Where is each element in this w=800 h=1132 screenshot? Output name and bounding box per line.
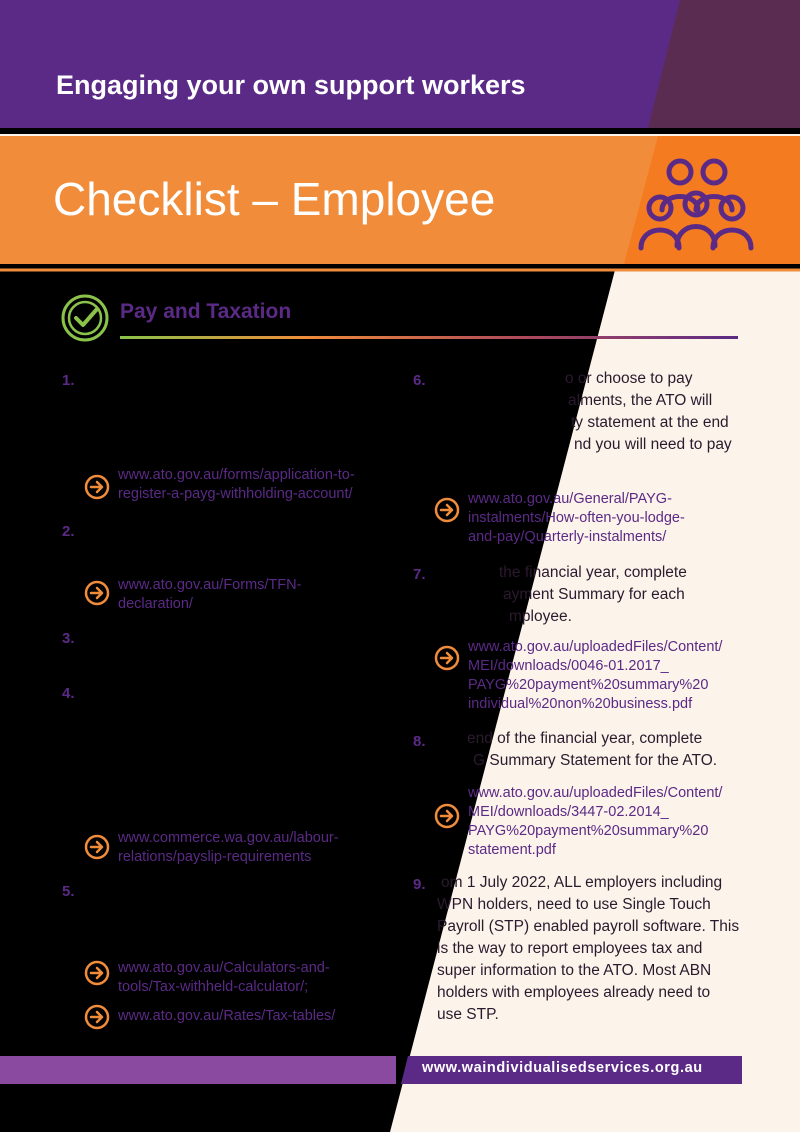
- item-6-number: 6.: [413, 372, 426, 389]
- link-payg-payment-summary-individual[interactable]: www.ato.gov.au/uploadedFiles/Content/ MEI/downloads/0046-01.2017_ PAYG%20payment%20summary%20 individual%20non%20business.pdf: [468, 639, 723, 712]
- item-5-number: 5.: [62, 883, 75, 900]
- header-title: Engaging your own support workers: [56, 70, 526, 100]
- footer-website-link[interactable]: www.waindividualisedservices.org.au: [422, 1060, 703, 1076]
- item-7-number: 7.: [413, 566, 426, 583]
- arrow-circle-right-icon: [84, 960, 110, 986]
- item-8-number: 8.: [413, 733, 426, 750]
- people-group-icon: [628, 150, 764, 262]
- link-tfn-declaration[interactable]: www.ato.gov.au/Forms/TFN- declaration/: [118, 577, 302, 612]
- section-underline: [120, 336, 738, 339]
- item-8-text: end of the financial year, complete G Summary Statement for the ATO.: [467, 730, 718, 769]
- item-4-number: 4.: [62, 685, 75, 702]
- item-9-text: om 1 July 2022, ALL employers including WPN holders, need to use Single Touch Payroll (STP) enabled payroll software. This is the way to report employees tax and super information to the ATO. Most ABN holders with employees already need to use STP.: [437, 874, 740, 1023]
- arrow-circle-right-icon: [434, 645, 460, 671]
- arrow-circle-right-icon: [84, 834, 110, 860]
- section-title: Pay and Taxation: [120, 300, 292, 323]
- arrow-circle-right-icon: [84, 474, 110, 500]
- item-7-text: the financial year, complete ayment Summary for each mployee.: [499, 564, 687, 625]
- checklist-title: Checklist – Employee: [53, 173, 496, 225]
- item-6-text: o or choose to pay alments, the ATO will ty statement at the end nd you will need to pay: [565, 370, 732, 453]
- arrow-circle-right-icon: [434, 803, 460, 829]
- link-payslip-requirements[interactable]: www.commerce.wa.gov.au/labour- relations/payslip-requirements: [118, 830, 339, 865]
- link-tax-withheld-calculator[interactable]: www.ato.gov.au/Calculators-and- tools/Tax-withheld-calculator/;: [118, 960, 330, 995]
- item-3-number: 3.: [62, 630, 75, 647]
- item-2-number: 2.: [62, 523, 75, 540]
- item-1-number: 1.: [62, 372, 75, 389]
- link-payg-withholding[interactable]: www.ato.gov.au/forms/application-to- register-a-payg-withholding-account/: [118, 467, 355, 502]
- link-payg-instalments[interactable]: www.ato.gov.au/General/PAYG- instalments/How-often-you-lodge- and-pay/Quarterly-instalments/: [468, 491, 685, 545]
- link-payg-payment-summary-statement[interactable]: www.ato.gov.au/uploadedFiles/Content/ MEI/downloads/3447-02.2014_ PAYG%20payment%20summary%20 statement.pdf: [468, 785, 723, 858]
- item-9-number: 9.: [413, 876, 426, 893]
- link-tax-tables[interactable]: www.ato.gov.au/Rates/Tax-tables/: [118, 1008, 336, 1024]
- footer-bar-left: [0, 1056, 396, 1084]
- arrow-circle-right-icon: [434, 497, 460, 523]
- check-circle-icon: [60, 293, 110, 343]
- arrow-circle-right-icon: [84, 1004, 110, 1030]
- arrow-circle-right-icon: [84, 580, 110, 606]
